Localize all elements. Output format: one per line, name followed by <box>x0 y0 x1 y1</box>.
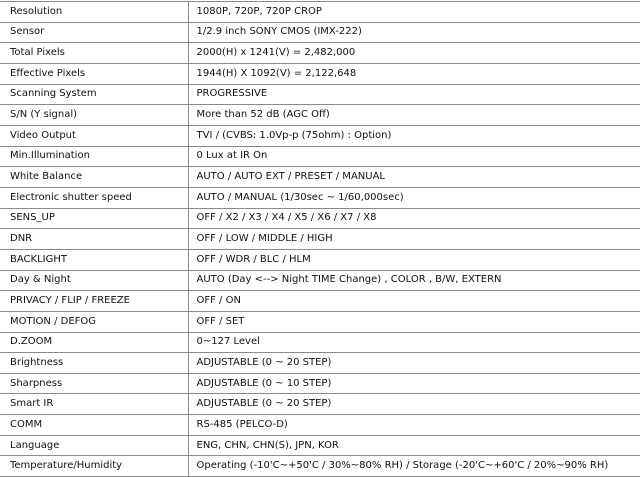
spec-row-brightness <box>0 353 640 374</box>
spec-value: ADJUSTABLE (0 ~ 20 STEP) <box>188 353 640 374</box>
spec-row-total-pixels <box>0 43 640 64</box>
spec-label: Min.Illumination <box>0 146 188 167</box>
spec-value: OFF / WDR / BLC / HLM <box>188 249 640 270</box>
spec-row-scanning-system <box>0 84 640 105</box>
spec-row-dzoom <box>0 332 640 353</box>
spec-row-dnr <box>0 229 640 250</box>
spec-label: SENS_UP <box>0 208 188 229</box>
spec-label: White Balance <box>0 167 188 188</box>
spec-table <box>0 1 640 477</box>
spec-row-sharpness <box>0 373 640 394</box>
spec-label: Temperature/Humidity <box>0 456 188 477</box>
spec-row-resolution <box>0 2 640 23</box>
spec-row-language <box>0 435 640 456</box>
spec-label: Effective Pixels <box>0 63 188 84</box>
spec-row-sens-up <box>0 208 640 229</box>
spec-label: BACKLIGHT <box>0 249 188 270</box>
spec-label: S/N (Y signal) <box>0 105 188 126</box>
spec-value: AUTO / AUTO EXT / PRESET / MANUAL <box>188 167 640 188</box>
spec-row-sn-signal <box>0 105 640 126</box>
spec-label: Video Output <box>0 125 188 146</box>
spec-row-video-output <box>0 125 640 146</box>
spec-row-white-balance <box>0 167 640 188</box>
spec-value: ENG, CHN, CHN(S), JPN, KOR <box>188 435 640 456</box>
spec-label: DNR <box>0 229 188 250</box>
spec-label: Brightness <box>0 353 188 374</box>
spec-row-sensor <box>0 22 640 43</box>
spec-value: TVI / (CVBS: 1.0Vp-p (75ohm) : Option) <box>188 125 640 146</box>
spec-table-body <box>0 2 640 477</box>
spec-label: Sensor <box>0 22 188 43</box>
spec-label: Language <box>0 435 188 456</box>
spec-value: OFF / X2 / X3 / X4 / X5 / X6 / X7 / X8 <box>188 208 640 229</box>
spec-row-comm <box>0 415 640 436</box>
spec-value: OFF / SET <box>188 311 640 332</box>
spec-value: 0 Lux at IR On <box>188 146 640 167</box>
spec-value: ADJUSTABLE (0 ~ 10 STEP) <box>188 373 640 394</box>
spec-label: Resolution <box>0 2 188 23</box>
spec-row-backlight <box>0 249 640 270</box>
spec-value: More than 52 dB (AGC Off) <box>188 105 640 126</box>
spec-value: 0~127 Level <box>188 332 640 353</box>
spec-label: COMM <box>0 415 188 436</box>
spec-row-temperature-humidity <box>0 456 640 477</box>
spec-value: ADJUSTABLE (0 ~ 20 STEP) <box>188 394 640 415</box>
spec-value: RS-485 (PELCO-D) <box>188 415 640 436</box>
spec-value: AUTO / MANUAL (1/30sec ~ 1/60,000sec) <box>188 187 640 208</box>
spec-label: Scanning System <box>0 84 188 105</box>
spec-label: Smart IR <box>0 394 188 415</box>
spec-label: MOTION / DEFOG <box>0 311 188 332</box>
spec-row-effective-pixels <box>0 63 640 84</box>
spec-value: PROGRESSIVE <box>188 84 640 105</box>
spec-label: PRIVACY / FLIP / FREEZE <box>0 291 188 312</box>
spec-label: Total Pixels <box>0 43 188 64</box>
spec-row-day-night <box>0 270 640 291</box>
spec-value: AUTO (Day <--> Night TIME Change) , COLOR , B/W, EXTERN <box>188 270 640 291</box>
spec-value: 1080P, 720P, 720P CROP <box>188 2 640 23</box>
spec-value: 1/2.9 inch SONY CMOS (IMX-222) <box>188 22 640 43</box>
spec-label: D.ZOOM <box>0 332 188 353</box>
spec-label: Day & Night <box>0 270 188 291</box>
spec-value: 2000(H) x 1241(V) = 2,482,000 <box>188 43 640 64</box>
spec-label: Sharpness <box>0 373 188 394</box>
spec-row-min-illumination <box>0 146 640 167</box>
spec-value: OFF / LOW / MIDDLE / HIGH <box>188 229 640 250</box>
spec-value: 1944(H) X 1092(V) = 2,122,648 <box>188 63 640 84</box>
spec-row-motion-defog <box>0 311 640 332</box>
spec-row-shutter-speed <box>0 187 640 208</box>
spec-label: Electronic shutter speed <box>0 187 188 208</box>
spec-value: Operating (-10'C~+50'C / 30%~80% RH) / Storage (-20'C~+60'C / 20%~90% RH) <box>188 456 640 477</box>
spec-value: OFF / ON <box>188 291 640 312</box>
spec-row-privacy-flip-freeze <box>0 291 640 312</box>
spec-row-smart-ir <box>0 394 640 415</box>
